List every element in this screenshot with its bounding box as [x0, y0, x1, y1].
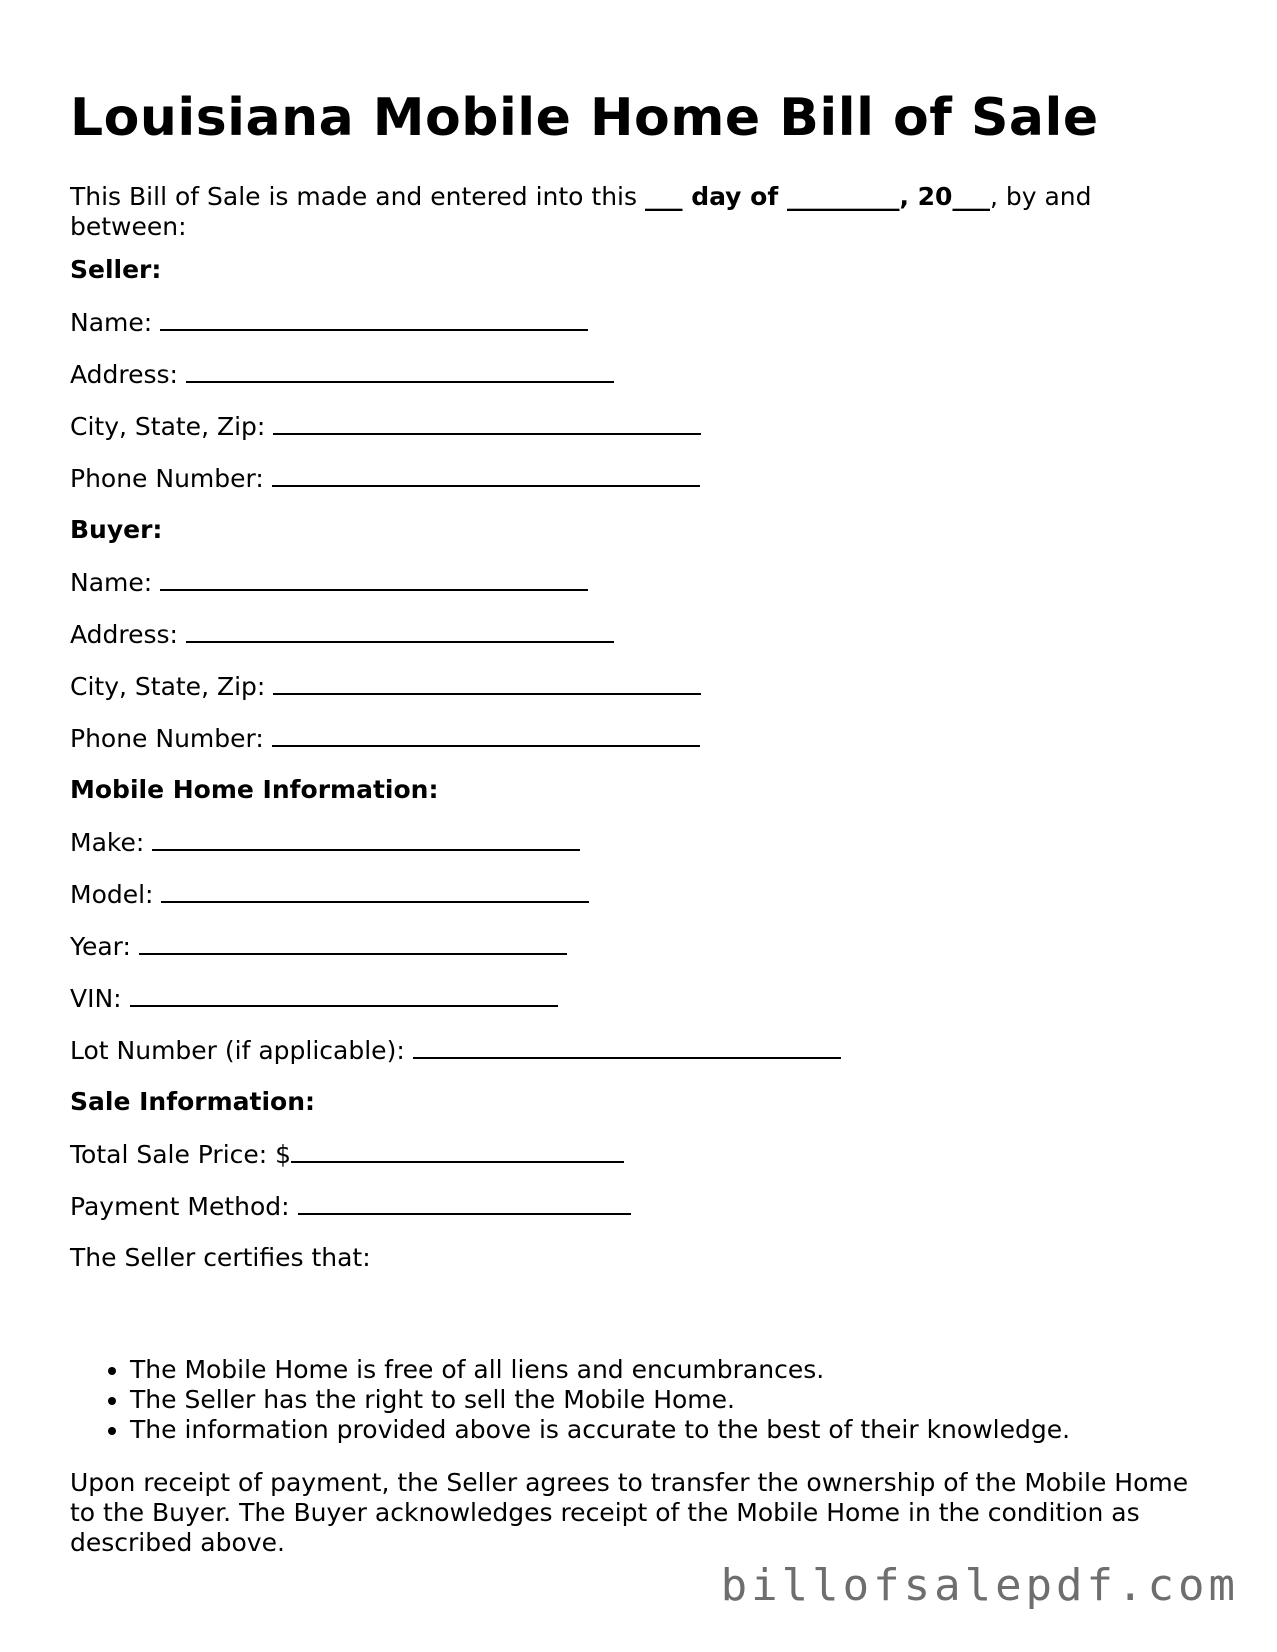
- seller-city-row: [70, 411, 701, 442]
- model-field[interactable]: [161, 879, 589, 903]
- watermark: billofsalepdf.com: [720, 1560, 1239, 1611]
- vin-label: VIN:: [70, 984, 122, 1013]
- seller-address-label: Address:: [70, 360, 178, 389]
- vin-field[interactable]: [130, 983, 558, 1007]
- closing-paragraph: Upon receipt of payment, the Seller agrees to transfer the ownership of the Mobile Home to the Buyer. The Buyer acknowledges receipt of the Mobile Home in the condition as described above.: [70, 1468, 1189, 1557]
- year-blank[interactable]: ___: [952, 182, 990, 211]
- intro-text-after: , by and between:: [70, 182, 1092, 241]
- buyer-city-row: [70, 671, 701, 702]
- sale-price-label: Total Sale Price: $: [70, 1140, 292, 1169]
- buyer-name-row: [70, 567, 588, 598]
- seller-name-label: Name:: [70, 308, 153, 337]
- year-row: [70, 931, 567, 962]
- certification-item: • The information provided above is accurate to the best of their knowledge.: [130, 1415, 1070, 1445]
- seller-phone-row: [70, 463, 700, 494]
- seller-phone-label: Phone Number:: [70, 464, 264, 493]
- make-field[interactable]: [152, 827, 580, 851]
- buyer-phone-field[interactable]: [272, 723, 700, 747]
- seller-name-field[interactable]: [160, 307, 588, 331]
- lot-number-field[interactable]: [413, 1035, 841, 1059]
- certification-item: • The Mobile Home is free of all liens and encumbrances.: [130, 1355, 1070, 1385]
- certification-item: • The Seller has the right to sell the Mobile Home.: [130, 1385, 1070, 1415]
- lot-number-label: Lot Number (if applicable):: [70, 1036, 405, 1065]
- certification-list: [70, 1355, 1070, 1445]
- certification-intro: The Seller certifies that:: [70, 1243, 371, 1272]
- lot-number-row: [70, 1035, 841, 1066]
- seller-city-label: City, State, Zip:: [70, 412, 266, 441]
- payment-method-label: Payment Method:: [70, 1192, 290, 1221]
- buyer-heading: Buyer:: [70, 515, 163, 544]
- make-label: Make:: [70, 828, 145, 857]
- buyer-name-field[interactable]: [160, 567, 588, 591]
- seller-name-row: [70, 307, 588, 338]
- buyer-address-field[interactable]: [186, 619, 614, 643]
- year-label: Year:: [70, 932, 131, 961]
- day-of-text: day of: [682, 182, 787, 211]
- mobile-home-heading: Mobile Home Information:: [70, 775, 439, 804]
- year-prefix: , 20: [899, 182, 953, 211]
- payment-method-field[interactable]: [298, 1191, 631, 1215]
- seller-city-field[interactable]: [273, 411, 701, 435]
- intro-text-before: This Bill of Sale is made and entered into this: [70, 182, 645, 211]
- seller-address-field[interactable]: [186, 359, 614, 383]
- sale-price-field[interactable]: [291, 1139, 624, 1163]
- model-label: Model:: [70, 880, 154, 909]
- day-blank[interactable]: ___: [644, 182, 683, 211]
- model-row: [70, 879, 589, 910]
- buyer-phone-row: [70, 723, 700, 754]
- sale-heading: Sale Information:: [70, 1087, 315, 1116]
- seller-address-row: [70, 359, 614, 390]
- sale-price-row: [70, 1139, 624, 1170]
- month-blank[interactable]: _________: [786, 182, 900, 211]
- buyer-name-label: Name:: [70, 568, 153, 597]
- seller-heading: Seller:: [70, 255, 162, 284]
- make-row: [70, 827, 580, 858]
- buyer-address-label: Address:: [70, 620, 178, 649]
- vin-row: [70, 983, 558, 1014]
- seller-phone-field[interactable]: [272, 463, 700, 487]
- buyer-city-label: City, State, Zip:: [70, 672, 266, 701]
- buyer-address-row: [70, 619, 614, 650]
- page-title: Louisiana Mobile Home Bill of Sale: [70, 88, 1099, 148]
- buyer-phone-label: Phone Number:: [70, 724, 264, 753]
- intro-paragraph: [70, 182, 1190, 242]
- buyer-city-field[interactable]: [273, 671, 701, 695]
- year-field[interactable]: [139, 931, 567, 955]
- payment-method-row: [70, 1191, 631, 1222]
